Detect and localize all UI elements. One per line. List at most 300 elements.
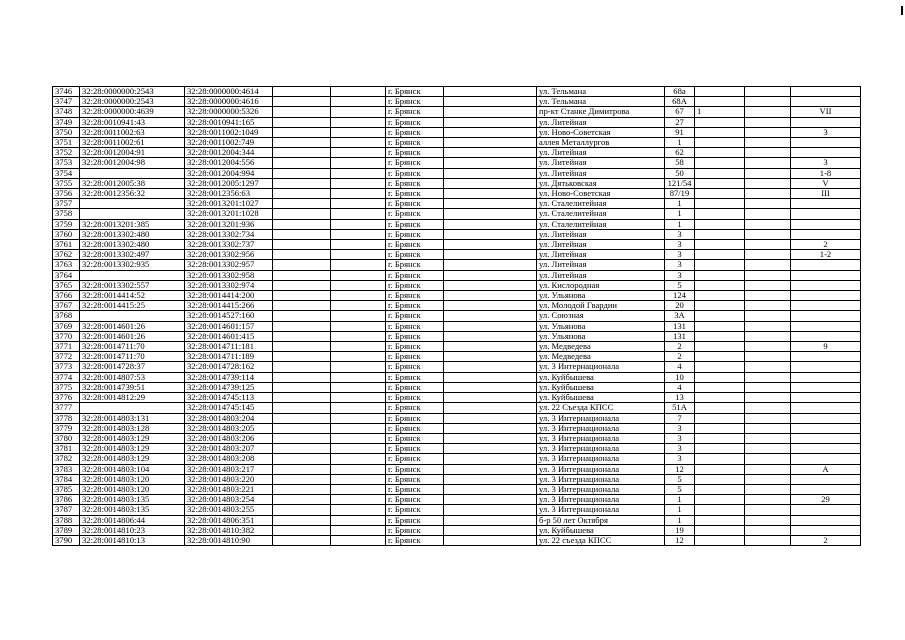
col-blank-1	[273, 291, 331, 301]
building-cell	[695, 209, 745, 219]
col-blank-4	[745, 382, 791, 392]
city-cell: г. Брянск	[386, 433, 444, 443]
house-number-cell: 20	[665, 301, 695, 311]
col-blank-2	[331, 280, 386, 290]
street-cell: ул. Куйбышева	[537, 525, 665, 535]
col-blank-4	[745, 403, 791, 413]
street-cell: ул. Ново-Советская	[537, 127, 665, 137]
building-cell	[695, 229, 745, 239]
col-blank-3	[444, 464, 537, 474]
col-blank-2	[331, 535, 386, 545]
table-row	[53, 209, 861, 219]
row-number: 3756	[53, 189, 80, 199]
col-blank-1	[273, 413, 331, 423]
city-cell: г. Брянск	[386, 280, 444, 290]
street-cell: ул. Ульянова	[537, 291, 665, 301]
col-blank-4	[745, 474, 791, 484]
row-number: 3782	[53, 454, 80, 464]
city-cell: г. Брянск	[386, 454, 444, 464]
col-blank-3	[444, 423, 537, 433]
cadastral-number-object: 32:28:0014810:90	[185, 535, 273, 545]
cadastral-number-object: 32:28:0014415:266	[185, 301, 273, 311]
col-blank-3	[444, 474, 537, 484]
apartment-cell: 3	[791, 158, 861, 168]
apartment-cell	[791, 444, 861, 454]
col-blank-2	[331, 270, 386, 280]
col-blank-1	[273, 454, 331, 464]
col-blank-4	[745, 321, 791, 331]
col-blank-4	[745, 117, 791, 127]
col-blank-2	[331, 321, 386, 331]
city-cell: г. Брянск	[386, 362, 444, 372]
col-blank-1	[273, 464, 331, 474]
table-row	[53, 372, 861, 382]
house-number-cell: 1	[665, 209, 695, 219]
street-cell: ул. Медведева	[537, 342, 665, 352]
row-number: 3777	[53, 403, 80, 413]
col-blank-4	[745, 413, 791, 423]
col-blank-3	[444, 291, 537, 301]
cadastral-number-parcel: 32:28:0014711:70	[80, 342, 185, 352]
city-cell: г. Брянск	[386, 372, 444, 382]
cadastral-number-object: 32:28:0014803:220	[185, 474, 273, 484]
row-number: 3769	[53, 321, 80, 331]
city-cell: г. Брянск	[386, 219, 444, 229]
table-row	[53, 240, 861, 250]
table-row	[53, 331, 861, 341]
col-blank-4	[745, 535, 791, 545]
col-blank-1	[273, 484, 331, 494]
table-row	[53, 311, 861, 321]
col-blank-4	[745, 454, 791, 464]
table-row	[53, 352, 861, 362]
cadastral-number-object: 32:28:0014806:351	[185, 515, 273, 525]
table-row	[53, 148, 861, 158]
table-row	[53, 138, 861, 148]
apartment-cell	[791, 229, 861, 239]
row-number: 3759	[53, 219, 80, 229]
row-number: 3774	[53, 372, 80, 382]
street-cell: ул. Куйбышева	[537, 393, 665, 403]
building-cell	[695, 393, 745, 403]
street-cell: ул. 3 Интернационала	[537, 474, 665, 484]
table-row	[53, 382, 861, 392]
cadastral-number-object: 32:28:0014728:162	[185, 362, 273, 372]
col-blank-2	[331, 342, 386, 352]
table-row	[53, 301, 861, 311]
col-blank-2	[331, 372, 386, 382]
cadastral-number-object: 32:28:0014711:189	[185, 352, 273, 362]
cadastral-number-parcel	[80, 270, 185, 280]
col-blank-4	[745, 525, 791, 535]
cadastral-number-parcel: 32:28:0014803:120	[80, 474, 185, 484]
table-row	[53, 515, 861, 525]
street-cell: ул. 22 съезда КПСС	[537, 535, 665, 545]
row-number: 3780	[53, 433, 80, 443]
house-number-cell: 124	[665, 291, 695, 301]
col-blank-3	[444, 321, 537, 331]
row-number: 3775	[53, 382, 80, 392]
street-cell: ул. 3 Интернационала	[537, 362, 665, 372]
building-cell	[695, 331, 745, 341]
table-row	[53, 87, 861, 97]
building-cell	[695, 240, 745, 250]
col-blank-2	[331, 97, 386, 107]
cadastral-number-parcel: 32:28:0013302:480	[80, 240, 185, 250]
col-blank-4	[745, 240, 791, 250]
apartment-cell: 9	[791, 342, 861, 352]
cadastral-number-parcel: 32:28:0010941:43	[80, 117, 185, 127]
col-blank-3	[444, 107, 537, 117]
row-number: 3773	[53, 362, 80, 372]
row-number: 3781	[53, 444, 80, 454]
building-cell	[695, 474, 745, 484]
col-blank-3	[444, 270, 537, 280]
cadastral-number-object: 32:28:0014810:382	[185, 525, 273, 535]
street-cell: ул. Литейная	[537, 270, 665, 280]
col-blank-2	[331, 87, 386, 97]
table-row	[53, 199, 861, 209]
table-row	[53, 444, 861, 454]
street-cell: ул. Литейная	[537, 240, 665, 250]
col-blank-4	[745, 138, 791, 148]
row-number: 3776	[53, 393, 80, 403]
city-cell: г. Брянск	[386, 127, 444, 137]
building-cell	[695, 291, 745, 301]
street-cell: ул. 3 Интернационала	[537, 505, 665, 515]
col-blank-1	[273, 240, 331, 250]
building-cell	[695, 199, 745, 209]
building-cell	[695, 168, 745, 178]
col-blank-2	[331, 311, 386, 321]
col-blank-2	[331, 505, 386, 515]
street-cell: ул. Литейная	[537, 158, 665, 168]
cadastral-number-parcel: 32:28:0012356:32	[80, 189, 185, 199]
cadastral-number-parcel	[80, 168, 185, 178]
col-blank-1	[273, 535, 331, 545]
cadastral-number-parcel: 32:28:0014601:26	[80, 321, 185, 331]
col-blank-3	[444, 301, 537, 311]
row-number: 3772	[53, 352, 80, 362]
row-number: 3762	[53, 250, 80, 260]
row-number: 3760	[53, 229, 80, 239]
col-blank-4	[745, 291, 791, 301]
city-cell: г. Брянск	[386, 209, 444, 219]
table-row	[53, 495, 861, 505]
col-blank-1	[273, 433, 331, 443]
house-number-cell: 1	[665, 495, 695, 505]
building-cell	[695, 321, 745, 331]
cadastral-number-parcel: 32:28:0013302:497	[80, 250, 185, 260]
col-blank-3	[444, 127, 537, 137]
table-row	[53, 454, 861, 464]
building-cell: 1	[695, 107, 745, 117]
row-number: 3754	[53, 168, 80, 178]
row-number: 3771	[53, 342, 80, 352]
col-blank-4	[745, 393, 791, 403]
col-blank-3	[444, 454, 537, 464]
col-blank-3	[444, 168, 537, 178]
city-cell: г. Брянск	[386, 189, 444, 199]
house-number-cell: 3	[665, 250, 695, 260]
table-row	[53, 97, 861, 107]
col-blank-4	[745, 301, 791, 311]
cadastral-number-object: 32:28:0013201:1027	[185, 199, 273, 209]
col-blank-3	[444, 117, 537, 127]
street-cell: ул. Сталелитейная	[537, 209, 665, 219]
cadastral-number-parcel: 32:28:0014810:13	[80, 535, 185, 545]
house-number-cell: 121/54	[665, 178, 695, 188]
cadastral-number-parcel: 32:28:0013302:935	[80, 260, 185, 270]
building-cell	[695, 495, 745, 505]
house-number-cell: 1	[665, 219, 695, 229]
row-number: 3788	[53, 515, 80, 525]
street-cell: ул. Сталелитейная	[537, 199, 665, 209]
table-row	[53, 342, 861, 352]
apartment-cell	[791, 280, 861, 290]
cadastral-number-parcel: 32:28:0013302:557	[80, 280, 185, 290]
city-cell: г. Брянск	[386, 301, 444, 311]
col-blank-4	[745, 148, 791, 158]
cadastral-number-object: 32:28:0011002:749	[185, 138, 273, 148]
col-blank-3	[444, 444, 537, 454]
apartment-cell	[791, 474, 861, 484]
cadastral-number-parcel: 32:28:0014812:29	[80, 393, 185, 403]
col-blank-2	[331, 229, 386, 239]
col-blank-3	[444, 505, 537, 515]
table-row	[53, 321, 861, 331]
street-cell: ул. Литейная	[537, 117, 665, 127]
col-blank-3	[444, 535, 537, 545]
city-cell: г. Брянск	[386, 158, 444, 168]
row-number: 3768	[53, 311, 80, 321]
col-blank-3	[444, 260, 537, 270]
apartment-cell	[791, 97, 861, 107]
col-blank-3	[444, 178, 537, 188]
registry-rows	[53, 87, 861, 546]
apartment-cell	[791, 525, 861, 535]
col-blank-2	[331, 454, 386, 464]
col-blank-1	[273, 138, 331, 148]
building-cell	[695, 260, 745, 270]
cadastral-number-parcel: 32:28:0014803:128	[80, 423, 185, 433]
col-blank-3	[444, 403, 537, 413]
cadastral-number-parcel	[80, 311, 185, 321]
apartment-cell: VII	[791, 107, 861, 117]
col-blank-1	[273, 280, 331, 290]
house-number-cell: 91	[665, 127, 695, 137]
row-number: 3790	[53, 535, 80, 545]
building-cell	[695, 301, 745, 311]
building-cell	[695, 525, 745, 535]
cadastral-number-parcel: 32:28:0014803:129	[80, 433, 185, 443]
apartment-cell	[791, 301, 861, 311]
house-number-cell: 4	[665, 382, 695, 392]
cadastral-number-object: 32:28:0014803:254	[185, 495, 273, 505]
col-blank-3	[444, 525, 537, 535]
col-blank-2	[331, 117, 386, 127]
row-number: 3750	[53, 127, 80, 137]
city-cell: г. Брянск	[386, 342, 444, 352]
cadastral-number-object: 32:28:0013302:956	[185, 250, 273, 260]
col-blank-4	[745, 515, 791, 525]
row-number: 3748	[53, 107, 80, 117]
apartment-cell	[791, 413, 861, 423]
col-blank-4	[745, 362, 791, 372]
table-row	[53, 229, 861, 239]
city-cell: г. Брянск	[386, 515, 444, 525]
house-number-cell: 19	[665, 525, 695, 535]
col-blank-2	[331, 433, 386, 443]
table-row	[53, 525, 861, 535]
col-blank-2	[331, 484, 386, 494]
building-cell	[695, 87, 745, 97]
street-cell: ул. 3 Интернационала	[537, 413, 665, 423]
cadastral-number-parcel: 32:28:0012005:38	[80, 178, 185, 188]
street-cell: ул. Ульянова	[537, 321, 665, 331]
col-blank-3	[444, 250, 537, 260]
col-blank-1	[273, 495, 331, 505]
city-cell: г. Брянск	[386, 535, 444, 545]
cadastral-number-parcel: 32:28:0014806:44	[80, 515, 185, 525]
apartment-cell: 2	[791, 240, 861, 250]
col-blank-4	[745, 331, 791, 341]
cadastral-number-object: 32:28:0013302:734	[185, 229, 273, 239]
apartment-cell	[791, 117, 861, 127]
cadastral-number-object: 32:28:0014803:207	[185, 444, 273, 454]
cadastral-number-object: 32:28:0014601:157	[185, 321, 273, 331]
street-cell: пр-кт Станке Димитрова	[537, 107, 665, 117]
table-row	[53, 270, 861, 280]
building-cell	[695, 535, 745, 545]
table-row	[53, 280, 861, 290]
city-cell: г. Брянск	[386, 270, 444, 280]
col-blank-1	[273, 250, 331, 260]
street-cell: ул. 3 Интернационала	[537, 495, 665, 505]
col-blank-2	[331, 168, 386, 178]
apartment-cell	[791, 362, 861, 372]
col-blank-3	[444, 148, 537, 158]
col-blank-1	[273, 372, 331, 382]
cadastral-number-object: 32:28:0013302:958	[185, 270, 273, 280]
house-number-cell: 1	[665, 505, 695, 515]
table-row	[53, 158, 861, 168]
apartment-cell	[791, 433, 861, 443]
col-blank-1	[273, 474, 331, 484]
col-blank-2	[331, 464, 386, 474]
city-cell: г. Брянск	[386, 97, 444, 107]
col-blank-1	[273, 219, 331, 229]
row-number: 3789	[53, 525, 80, 535]
col-blank-3	[444, 138, 537, 148]
cadastral-number-object: 32:28:0012004:994	[185, 168, 273, 178]
col-blank-2	[331, 291, 386, 301]
col-blank-1	[273, 107, 331, 117]
cadastral-number-object: 32:28:0012004:344	[185, 148, 273, 158]
col-blank-3	[444, 331, 537, 341]
house-number-cell: 3А	[665, 311, 695, 321]
house-number-cell: 131	[665, 331, 695, 341]
cadastral-number-parcel: 32:28:0014803:104	[80, 464, 185, 474]
table-row	[53, 403, 861, 413]
col-blank-4	[745, 209, 791, 219]
house-number-cell: 68а	[665, 87, 695, 97]
table-row	[53, 127, 861, 137]
street-cell: ул. Литейная	[537, 168, 665, 178]
table-row	[53, 219, 861, 229]
city-cell: г. Брянск	[386, 117, 444, 127]
street-cell: ул. Литейная	[537, 229, 665, 239]
row-number: 3751	[53, 138, 80, 148]
house-number-cell: 5	[665, 484, 695, 494]
cadastral-number-parcel: 32:28:0014414:52	[80, 291, 185, 301]
cadastral-number-object: 32:28:0013302:737	[185, 240, 273, 250]
city-cell: г. Брянск	[386, 291, 444, 301]
col-blank-1	[273, 505, 331, 515]
cadastral-number-parcel: 32:28:0014807:53	[80, 372, 185, 382]
row-number: 3784	[53, 474, 80, 484]
col-blank-1	[273, 260, 331, 270]
col-blank-1	[273, 117, 331, 127]
cadastral-number-object: 32:28:0014414:200	[185, 291, 273, 301]
cadastral-number-parcel	[80, 209, 185, 219]
col-blank-2	[331, 331, 386, 341]
col-blank-3	[444, 393, 537, 403]
col-blank-1	[273, 403, 331, 413]
table-row	[53, 393, 861, 403]
cadastral-number-parcel: 32:28:0013201:385	[80, 219, 185, 229]
cadastral-number-object: 32:28:0000000:5326	[185, 107, 273, 117]
city-cell: г. Брянск	[386, 495, 444, 505]
col-blank-1	[273, 199, 331, 209]
row-number: 3783	[53, 464, 80, 474]
building-cell	[695, 189, 745, 199]
col-blank-2	[331, 382, 386, 392]
col-blank-1	[273, 229, 331, 239]
cadastral-number-parcel: 32:28:0000000:4639	[80, 107, 185, 117]
house-number-cell: 12	[665, 535, 695, 545]
cadastral-number-parcel	[80, 403, 185, 413]
building-cell	[695, 270, 745, 280]
city-cell: г. Брянск	[386, 138, 444, 148]
house-number-cell: 3	[665, 270, 695, 280]
col-blank-3	[444, 342, 537, 352]
row-number: 3757	[53, 199, 80, 209]
building-cell	[695, 433, 745, 443]
building-cell	[695, 362, 745, 372]
col-blank-1	[273, 301, 331, 311]
cadastral-number-object: 32:28:0014739:125	[185, 382, 273, 392]
street-cell: ул. Куйбышева	[537, 382, 665, 392]
cadastral-number-object: 32:28:0012356:63	[185, 189, 273, 199]
house-number-cell: 4	[665, 362, 695, 372]
col-blank-1	[273, 342, 331, 352]
street-cell: ул. 3 Интернационала	[537, 423, 665, 433]
table-row	[53, 474, 861, 484]
city-cell: г. Брянск	[386, 311, 444, 321]
col-blank-1	[273, 311, 331, 321]
table-row	[53, 107, 861, 117]
house-number-cell: 5	[665, 474, 695, 484]
cadastral-number-parcel: 32:28:0014803:129	[80, 444, 185, 454]
row-number: 3755	[53, 178, 80, 188]
street-cell: аллея Металлургов	[537, 138, 665, 148]
col-blank-4	[745, 250, 791, 260]
cadastral-number-parcel: 32:28:0014415:25	[80, 301, 185, 311]
apartment-cell	[791, 454, 861, 464]
col-blank-1	[273, 444, 331, 454]
street-cell: ул. Дятьковская	[537, 178, 665, 188]
